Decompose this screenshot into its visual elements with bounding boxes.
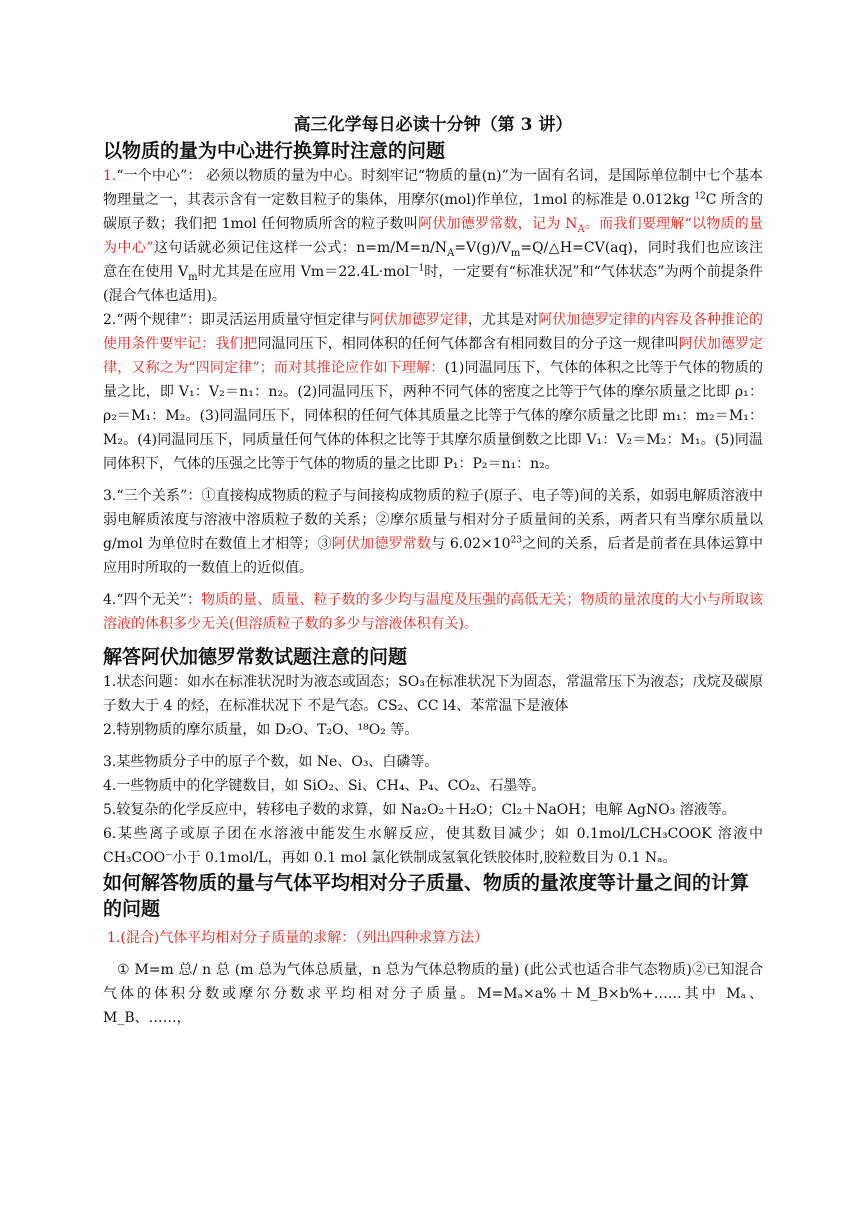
paragraph-one-center [103, 164, 763, 308]
subscript: m [510, 247, 521, 259]
text: =V(g)/V [454, 240, 511, 256]
superscript: 12 [694, 191, 706, 202]
list-item: 4.一些物质中的化学键数目，如 SiO₂、Si、CH₄、P₄、CO₂、石墨等。 [103, 778, 546, 794]
document-page [103, 112, 763, 1030]
subscript: A [447, 247, 455, 259]
highlight-text: 阿伏加德罗常数，记为 N [418, 216, 578, 232]
text: 4.“四个无关”： [103, 592, 202, 608]
paragraph-four-independents [103, 588, 763, 636]
text: C 所含的碳原子数；我们把 1mol 任何物质所含的粒子数叫 [103, 192, 763, 232]
highlight-text: 阿伏加德罗定律，又称之为“四同定律”；而对其推论应作如下理解： [103, 336, 764, 376]
paragraph-three-relations [103, 484, 763, 580]
method-text: ① M=m 总/ n 总 (m 总为气体总质量，n 总为气体总物质的量) (此公式也适合非气态物质)②已知混合气体的体积分数或摩尔分数求平均相对分子质量。M=Mₐ×a%＋M_B×b%+……其中 Mₐ、M_B、……， [103, 962, 763, 1026]
section-heading-2: 解答阿伏加德罗常数试题注意的问题 [103, 646, 408, 668]
paragraph-two-laws [103, 308, 763, 476]
highlight-text: 阿伏加德罗常数 [331, 536, 432, 552]
text: 与 6.02×10 [431, 536, 511, 552]
superscript: 23 [510, 535, 523, 546]
list-item: 3.某些物质分子中的原子个数，如 Ne、O₃、白磷等。 [103, 754, 439, 770]
list-item: 1.状态问题：如水在标准状况时为液态或固态；SO₃在标准状况下为固态，常温常压下为液态；戊烷及碳原子数大于 4 的烃，在标准状况下 不是气态。CS₂、CC l4、苯常温下是液体 [103, 674, 763, 714]
superscript: —1 [409, 263, 425, 274]
highlight-text: 物质的量、质量、粒子数的多少均与温度及压强的高低无关；物质的量浓度的大小与所取该溶液的体积多少无关(但溶质粒子数的多少与溶液体积有关)。 [103, 592, 764, 632]
highlight-text: 。而我们要理解“以物质的量为中心” [103, 216, 763, 256]
section-heading-3: 如何解答物质的量与气体平均相对分子质量、物质的量浓度等计量之间的计算的问题 [103, 872, 750, 920]
list-item: 2.特别物质的摩尔质量，如 D₂O、T₂O、¹⁸O₂ 等。 [103, 722, 419, 738]
text: 时尤其是在应用 Vm＝22.4L·mol [197, 264, 410, 280]
question-item: 1.(混合)气体平均相对分子质量的求解：（列出四种求算方法） [107, 930, 489, 946]
item-number: 1. [103, 168, 117, 184]
text: 2.“两个规律”：即灵活运用质量守恒定律与 [103, 312, 370, 328]
highlight-text: 阿伏加德罗定律的内容及各种推论的使用条件要牢记：我们把 [103, 312, 764, 352]
list-item: 5.较复杂的化学反应中，转移电子数的求算，如 Na₂O₂＋H₂O；Cl₂＋NaOH；电解 AgNO₃ 溶液等。 [103, 802, 736, 818]
text: (1)同温同压下，气体的体积之比等于气体的物质的量之比，即 V₁：V₂＝n₁：n₂。(2)同温同压下，两种不同气体的密度之比等于气体的摩尔质量之比即 ρ₁：ρ₂＝M₁：M₂。(3)同温同压下，同体积的任何气体其质量之比等于气体的摩尔质量之比即 m₁：m₂＝M₁：M₂。(4)同温同压下，同质量任何气体的体积之比等于其摩尔质量倒数之比即 V₁：V₂＝M₂：M₁。(5)同温同体积下，气体的压强之比等于气体的物质的量之比即 P₁：P₂＝n₁：n₂。 [103, 360, 763, 472]
page-title: 高三化学每日必读十分钟（第 3 讲） [293, 115, 573, 135]
subscript: m [188, 271, 198, 283]
text: “一个中心”： 必须以物质的量为中心。时刻牢记“物质的量(n)”为一固有名词，是国际单位制中七个基本物理量之一，其表示含有一定数目粒子的集体，用摩尔(mol)作单位，1mol 的标准是 0.012kg [103, 168, 763, 208]
text: 3.“三个关系”：①直接构成物质的粒子与间接构成物质的粒子(原子、电子等)间的关系，如弱电解质溶液中弱电解质浓度与溶液中溶质粒子数的关系；②摩尔质量与相对分子质量间的关系，两者只有当摩尔质量以 g/mol 为单位时在数值上才相等；③ [103, 488, 763, 552]
highlight-text: 阿伏加德罗定律 [369, 312, 468, 328]
section-heading-1: 以物质的量为中心进行换算时注意的问题 [103, 140, 446, 162]
subscript: A [577, 223, 585, 235]
list-item: 6.某些离子或原子团在水溶液中能发生水解反应，使其数目减少；如 0.1mol/LCH₃COOK 溶液中 CH₃COO⁻小于 0.1mol/L，再如 0.1 mol 氯化铁制成氢氧化铁胶体时,胶粒数目为 0.1 Nₐ。 [103, 826, 763, 866]
text: ，尤其是对 [468, 312, 539, 328]
text: =Q/△H=CV(aq)，同时我们也应该注意在在使用 V [103, 240, 763, 280]
text: 这句话就必须记住这样一公式：n=m/M=n/N [153, 240, 448, 256]
text: 之间的关系，后者是前者在具体运算中应用时所取的一数值上的近似值。 [103, 536, 764, 576]
text: 同温同压下，相同体积的任何气体都含有相同数目的分子这一规律叫 [257, 336, 679, 352]
text: 时，一定要有“标准状况”和“气体状态”为两个前提条件(混合气体也适用)。 [103, 264, 764, 304]
